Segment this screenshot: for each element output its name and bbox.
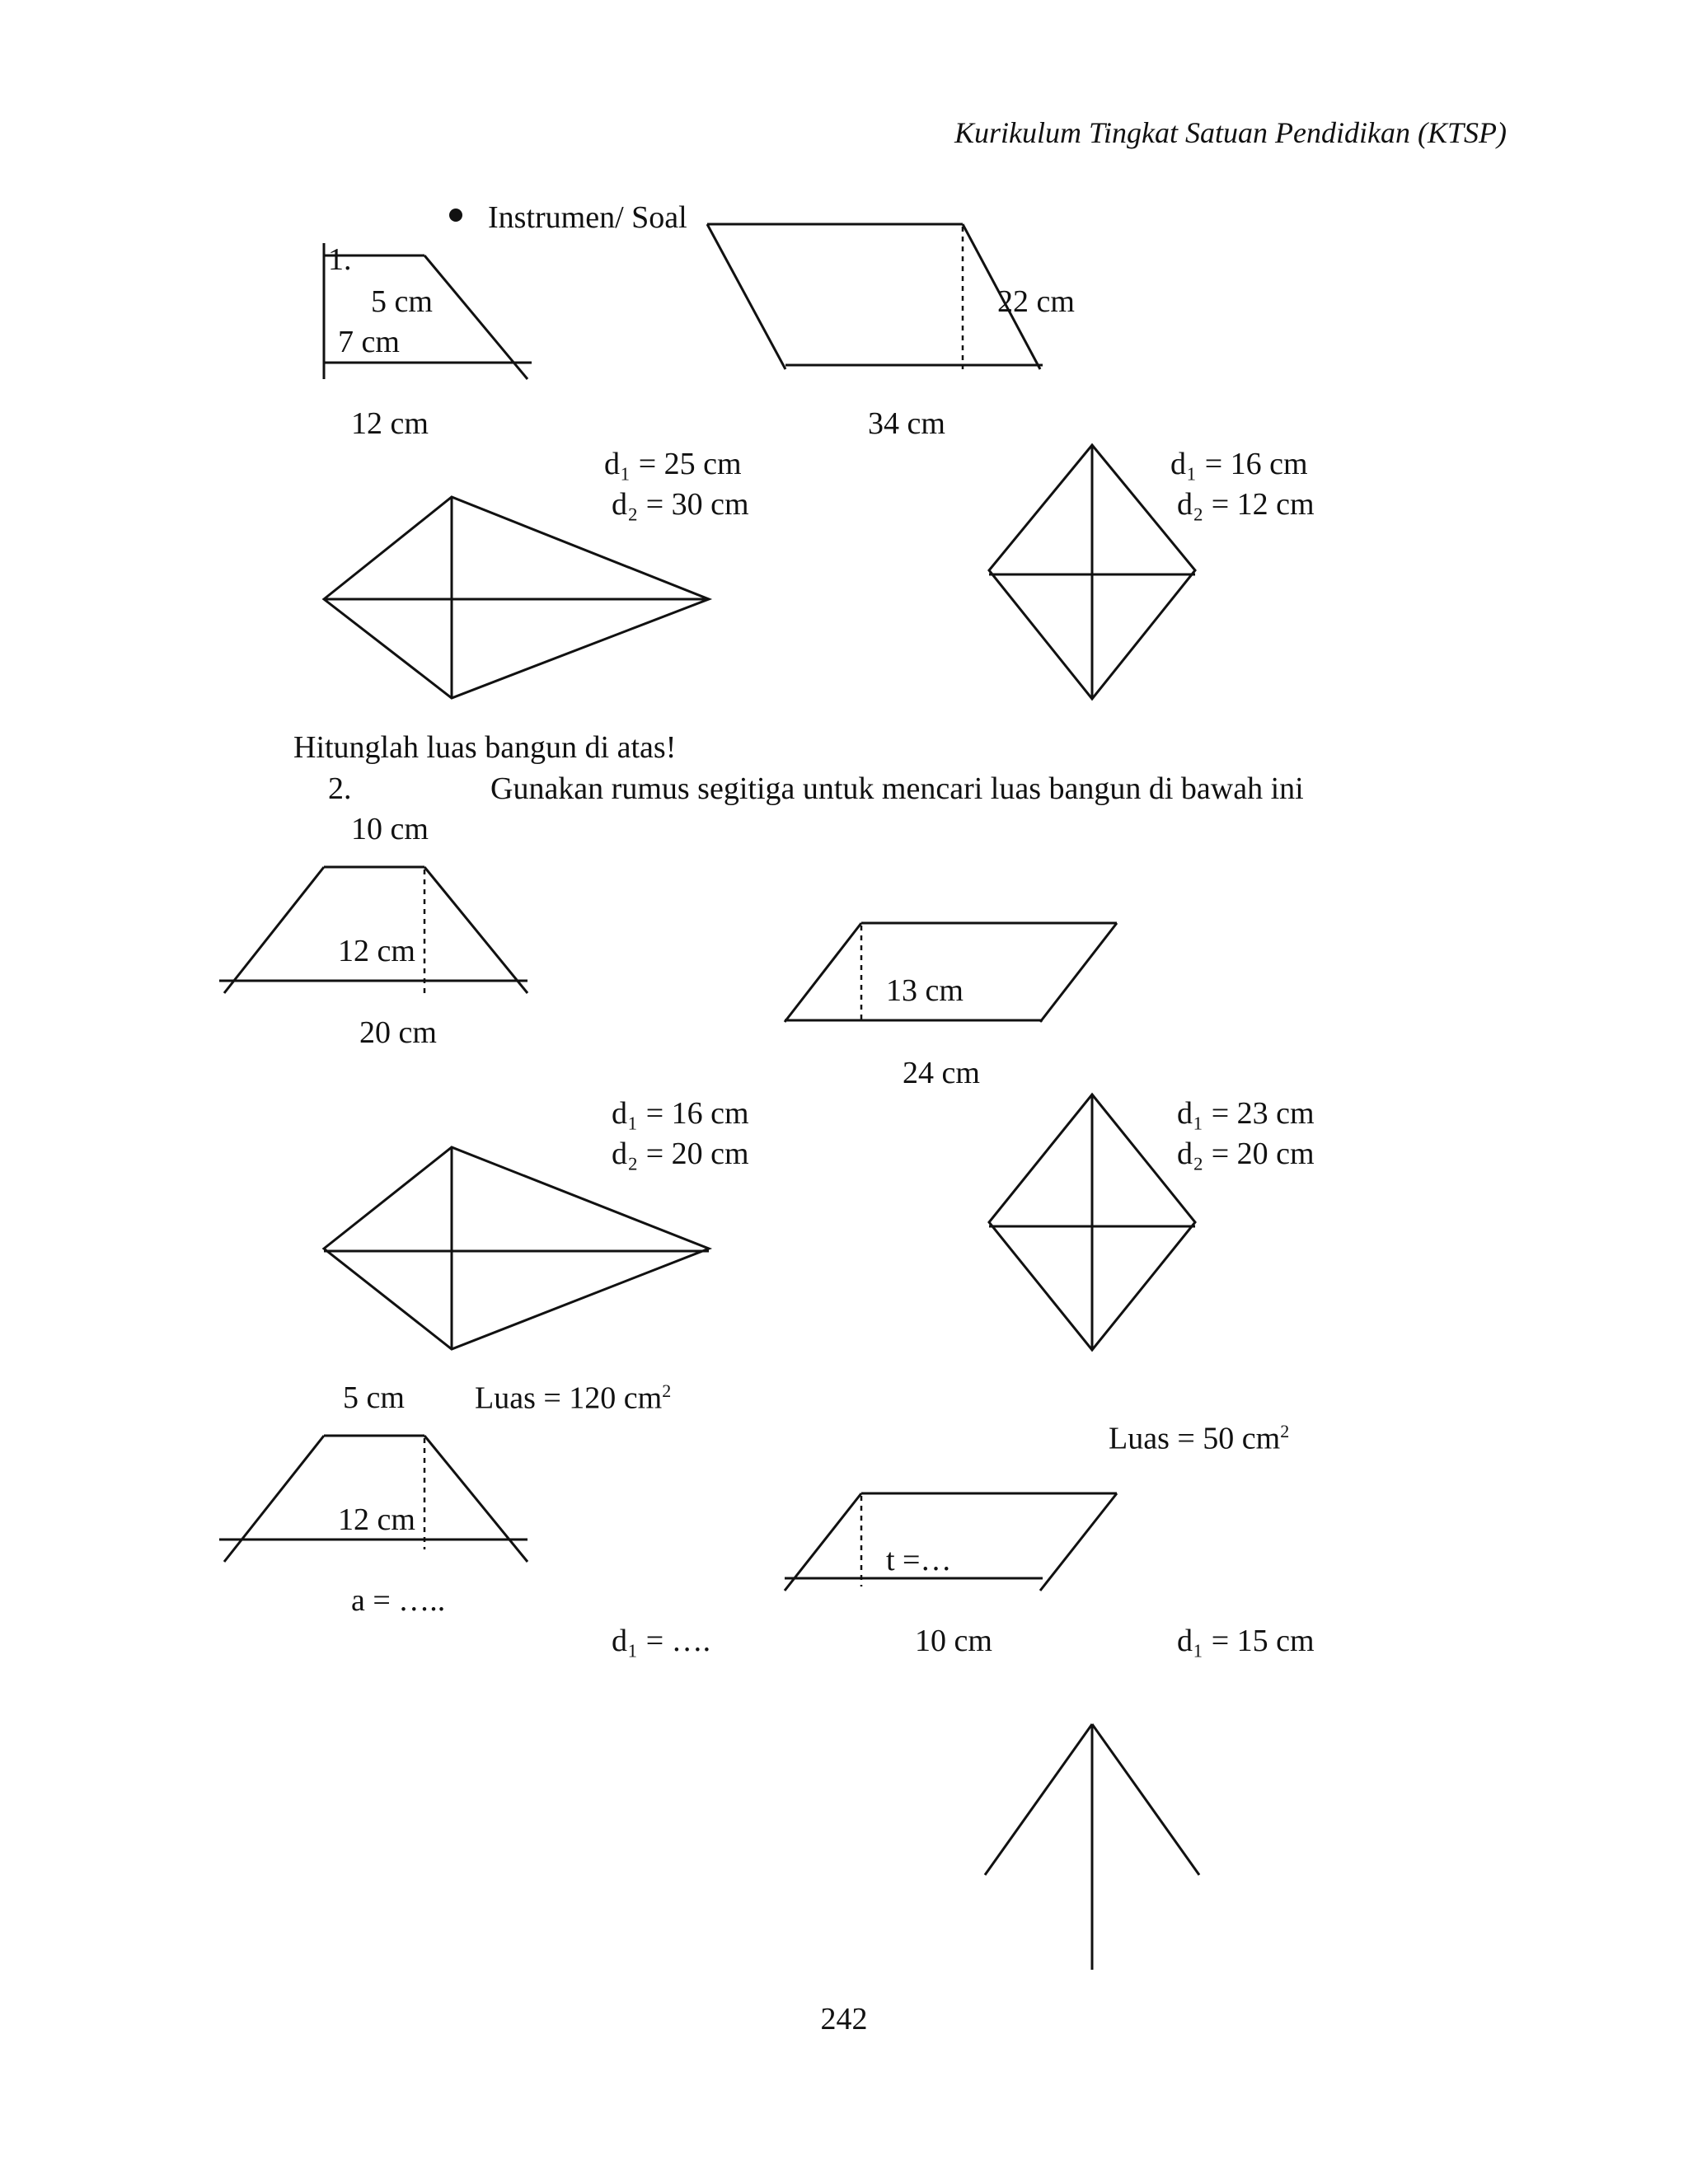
q2-trapezoid-2-area: Luas = 120 $cm^2$ (475, 1380, 672, 1416)
q2-parallelogram-right (1040, 923, 1117, 1022)
q2-rhombus-2-left (985, 1724, 1092, 1875)
q2-parallelogram-2-area: Luas = 50 $cm^2$ (1109, 1421, 1290, 1456)
q2-rhombus-2 (985, 1724, 1199, 1970)
q2-trapezoid-left (224, 867, 324, 993)
q1-parallelogram-base-label: 34 cm (868, 406, 945, 441)
q1-parallelogram (707, 224, 1043, 369)
q1-trapezoid-height-label: 7 cm (338, 325, 400, 359)
q1-trapezoid-slant (424, 255, 528, 379)
q1-rhombus (989, 445, 1195, 699)
q2-kite-d1: d₁ = 16 cm (612, 1096, 749, 1131)
q2-kite (324, 1147, 709, 1349)
q2-parallelogram-2-height-label: t =… (886, 1543, 952, 1577)
q1-trapezoid-top-label: 5 cm (371, 284, 433, 319)
q2-parallelogram-height-label: 13 cm (886, 973, 964, 1008)
q1-trapezoid-bottom-label: 12 cm (351, 406, 429, 441)
q2-rhombus-d2: d₂ = 20 cm (1177, 1137, 1315, 1171)
q1-kite-d2: d₂ = 30 cm (612, 487, 749, 522)
q2-trapezoid-height-label: 12 cm (338, 934, 415, 968)
q2-instruction: Gunakan rumus segitiga untuk mencari luas bangun di bawah ini (490, 771, 1304, 806)
q2-kite-outline (324, 1147, 709, 1349)
q1-rhombus-d1: d₁ = 16 cm (1170, 447, 1308, 481)
q2-trapezoid-2-right (424, 1436, 528, 1562)
q2-rhombus (989, 1094, 1195, 1350)
running-header: Kurikulum Tingkat Satuan Pendidikan (KTSP) (954, 116, 1507, 149)
q2-parallelogram-2-base-label: 10 cm (915, 1624, 992, 1658)
q2-rhombus-d1: d₁ = 23 cm (1177, 1096, 1315, 1131)
q1-kite (324, 497, 709, 698)
q2-trapezoid-right (424, 867, 528, 993)
page-number: 242 (820, 2002, 868, 2036)
q1-parallelogram-left (707, 224, 785, 369)
q2-number: 2. (328, 771, 352, 806)
q1-number: 1. (328, 242, 352, 277)
q2-parallelogram-base-label: 24 cm (903, 1056, 980, 1090)
q1-kite-outline (324, 497, 709, 698)
q2-parallelogram-left (785, 923, 861, 1022)
q2-parallelogram-2-right (1040, 1493, 1117, 1591)
section-label: Instrumen/ Soal (488, 200, 687, 235)
q1-instruction: Hitunglah luas bangun di atas! (293, 730, 677, 765)
q2-trapezoid-2-top-label: 5 cm (343, 1380, 405, 1415)
q2-parallelogram-2-left (785, 1493, 861, 1591)
q1-rhombus-d2: d₂ = 12 cm (1177, 487, 1315, 522)
q2-trapezoid-2-left (224, 1436, 324, 1562)
q1-kite-d1: d₁ = 25 cm (604, 447, 742, 481)
q2-trapezoid-2-height-label: 12 cm (338, 1502, 415, 1537)
q2-kite-2-d1: d₁ = …. (612, 1624, 711, 1658)
q2-trapezoid-2 (219, 1436, 528, 1562)
q2-trapezoid-bottom-label: 20 cm (359, 1015, 437, 1050)
q2-rhombus-2-d1: d₁ = 15 cm (1177, 1624, 1315, 1658)
q2-trapezoid-2-bottom-label: a = ….. (351, 1583, 446, 1618)
q1-parallelogram-height-label: 22 cm (997, 284, 1075, 319)
q2-rhombus-2-right (1092, 1724, 1199, 1875)
q2-trapezoid-top-label: 10 cm (351, 812, 429, 846)
q2-kite-d2: d₂ = 20 cm (612, 1137, 749, 1171)
q2-trapezoid (219, 867, 528, 993)
